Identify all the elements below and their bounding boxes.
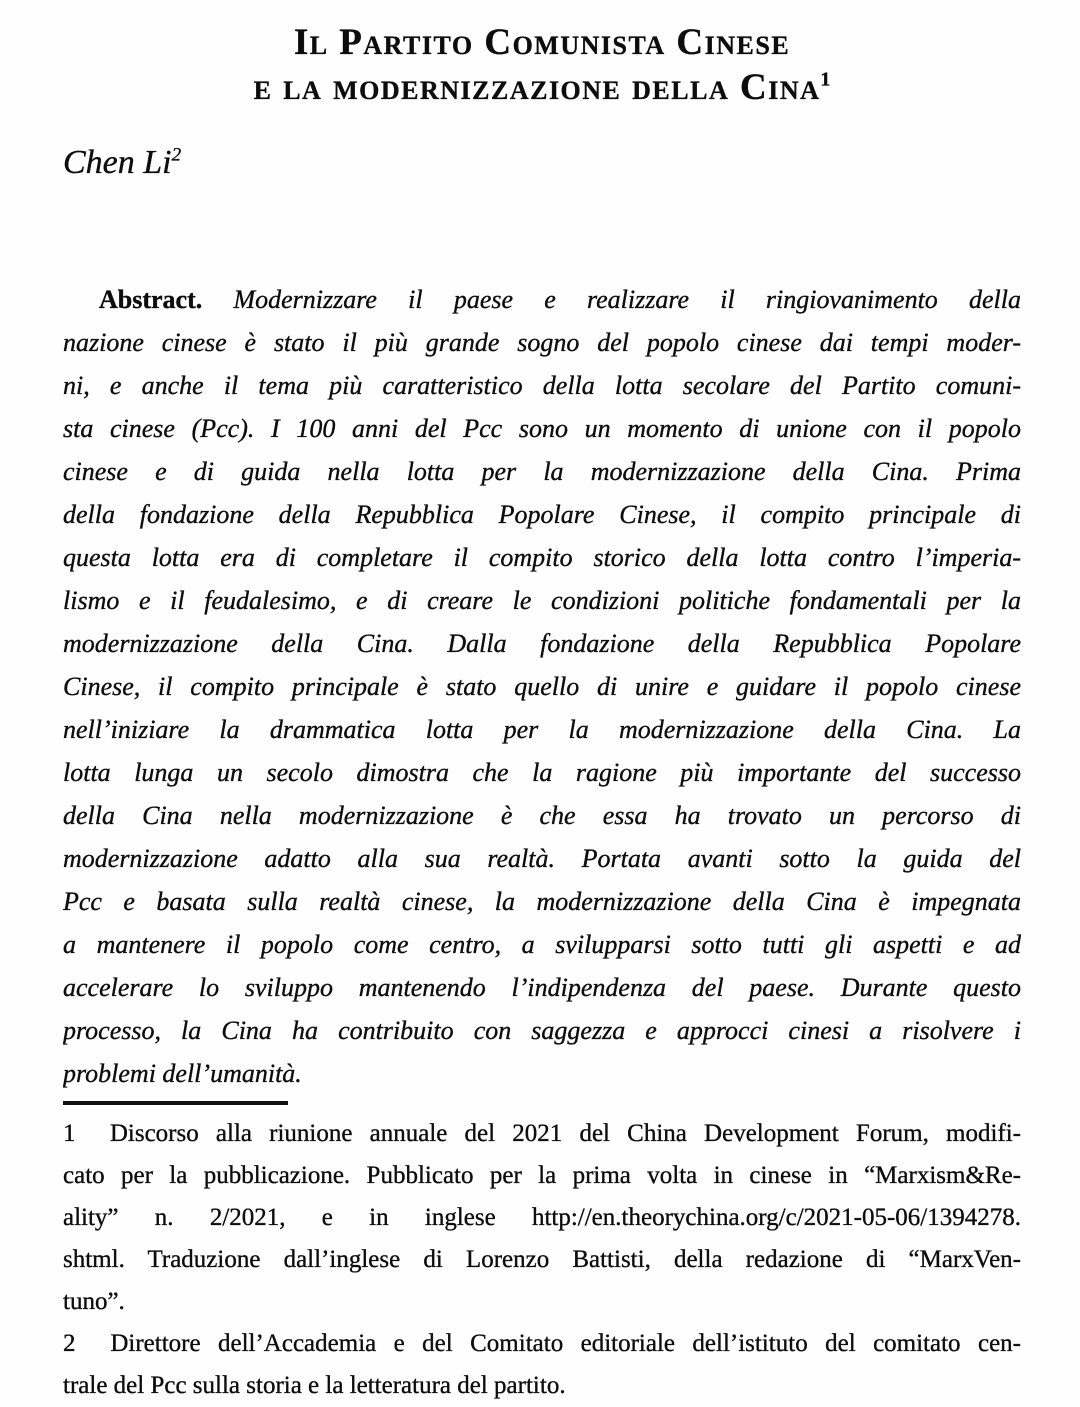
abstract-line: accelerare lo sviluppo mantenendo l’indipendenza del paese. Durante questo [63,973,1021,1002]
author-line [63,142,1021,184]
abstract-line: nell’iniziare la drammatica lotta per la modernizzazione della Cina. La [63,715,1021,744]
footnote-2-lines [63,1323,1021,1407]
abstract-line: processo, la Cina ha contribuito con saggezza e approcci cinesi a risolvere i [63,1016,1021,1045]
abstract [63,278,1021,1095]
abstract-line: nazione cinese è stato il più grande sogno del popolo cinese dai tempi moder- [63,328,1021,357]
abstract-line: Pcc e basata sulla realtà cinese, la modernizzazione della Cina è impegnata [63,887,1021,916]
abstract-label: Abstract. [99,285,203,314]
title-line-2 [63,65,1021,110]
footnote-line: tuno”. [63,1288,125,1315]
abstract-line: della fondazione della Repubblica Popolare Cinese, il compito principale di [63,500,1021,529]
abstract-line: a mantenere il popolo come centro, a svilupparsi sotto tutti gli aspetti e ad [63,930,1021,959]
abstract-line: questa lotta era di completare il compito storico della lotta contro l’imperia- [63,543,1021,572]
footnote-1 [63,1113,1021,1323]
footnote-line: ality” n. 2/2021, e in inglese http://en.theorychina.org/c/2021-05-06/1394278. [63,1204,1021,1231]
footnotes [63,1113,1021,1407]
footnote-separator-rule [63,1101,288,1105]
title-footnote-ref: 1 [820,68,831,91]
footnote-2 [63,1323,1021,1407]
author-footnote-ref: 2 [171,144,182,166]
abstract-line: lotta lunga un secolo dimostra che la ragione più importante del successo [63,758,1021,787]
footnote-line: shtml. Traduzione dall’inglese di Lorenzo Battisti, della redazione di “MarxVen- [63,1246,1021,1273]
abstract-line: problemi dell’umanità. [63,1059,302,1088]
footnote-line: 1 Discorso alla riunione annuale del 2021 del China Development Forum, modifi- [63,1120,1021,1147]
footnote-line: 2 Direttore dell’Accademia e del Comitato editoriale dell’istituto del comitato cen- [63,1330,1021,1357]
footnote-1-lines [63,1113,1021,1323]
title-line-1: Il Partito Comunista Cinese [293,22,791,63]
footnote-line: cato per la pubblicazione. Pubblicato per la prima volta in cinese in “Marxism&Re- [63,1162,1021,1189]
title-line-2-text: e la modernizzazione della Cina [253,67,821,108]
abstract-first-line [63,278,1021,321]
abstract-line: ni, e anche il tema più caratteristico della lotta secolare del Partito comuni- [63,371,1021,400]
abstract-line: modernizzazione adatto alla sua realtà. Portata avanti sotto la guida del [63,844,1021,873]
abstract-first-line-text: Modernizzare il paese e realizzare il ringiovanimento della [233,285,1021,314]
abstract-line: lismo e il feudalesimo, e di creare le condizioni politiche fondamentali per la [63,586,1021,615]
page-title [63,20,1021,110]
author-name: Chen Li [63,144,172,181]
abstract-line: sta cinese (Pcc). I 100 anni del Pcc sono un momento di unione con il popolo [63,414,1021,443]
footnote-line: trale del Pcc sulla storia e la letteratura del partito. [63,1372,566,1399]
abstract-line: Cinese, il compito principale è stato quello di unire e guidare il popolo cinese [63,672,1021,701]
abstract-lines [63,321,1021,1095]
abstract-line: modernizzazione della Cina. Dalla fondazione della Repubblica Popolare [63,629,1021,658]
abstract-line: della Cina nella modernizzazione è che essa ha trovato un percorso di [63,801,1021,830]
abstract-line: cinese e di guida nella lotta per la modernizzazione della Cina. Prima [63,457,1021,486]
